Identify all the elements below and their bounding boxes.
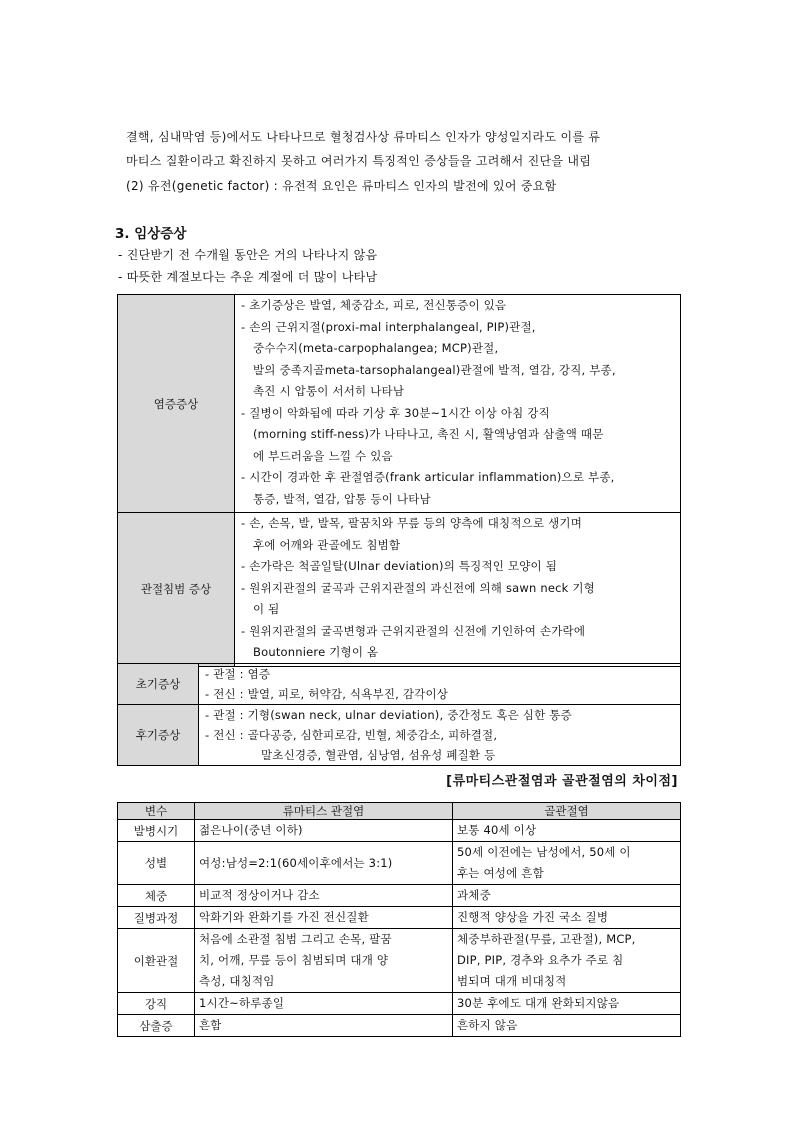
stage-row-early bbox=[118, 664, 681, 705]
cell-line: 50세 이전에는 남성에서, 50세 이 bbox=[457, 845, 631, 859]
cell-line: 과체중 bbox=[457, 888, 491, 902]
cell-line: DIP, PIP, 경추와 요추가 주로 침 bbox=[457, 953, 624, 967]
stage-lines bbox=[199, 705, 681, 766]
row-oa bbox=[453, 993, 681, 1015]
row-ra bbox=[195, 1015, 453, 1037]
comparison-row bbox=[118, 885, 681, 907]
cell-line: 악화기와 완화기를 가진 전신질환 bbox=[199, 910, 369, 924]
row-var: 성별 bbox=[118, 842, 195, 885]
cell-line: 처음에 소관절 침범 그리고 손목, 팔꿈 bbox=[199, 932, 392, 946]
symptom-line: - 초기증상은 발열, 체중감소, 피로, 전신통증이 있음 bbox=[241, 298, 507, 312]
row-ra bbox=[195, 885, 453, 907]
row-var: 체중 bbox=[118, 885, 195, 907]
symptom-line: 이 됨 bbox=[253, 602, 280, 616]
comparison-row bbox=[118, 820, 681, 842]
symptom-line: (morning stiff-ness)가 나타나고, 촉진 시, 활액낭염과 삼출액 때문 bbox=[253, 427, 604, 441]
row-oa bbox=[453, 885, 681, 907]
row-ra bbox=[195, 842, 453, 885]
cell-line: 보통 40세 이상 bbox=[457, 823, 537, 837]
stage-category: 초기증상 bbox=[118, 664, 199, 705]
symptom-lines bbox=[235, 513, 681, 667]
symptom-row-inflammation bbox=[118, 295, 681, 513]
cell-line: 치, 어깨, 무릎 등이 침범되며 대개 양 bbox=[199, 953, 389, 967]
stage-table bbox=[117, 663, 681, 766]
section-bullet-2: - 따뜻한 계절보다는 추운 계절에 더 많이 나타남 bbox=[118, 270, 378, 284]
row-var: 질병과정 bbox=[118, 907, 195, 929]
cell-line: 흔함 bbox=[199, 1018, 222, 1032]
comparison-row bbox=[118, 842, 681, 885]
symptom-line: 발의 중족지골meta-tarsophalangeal)관절에 발적, 열감, 강직, 부종, bbox=[253, 362, 616, 377]
row-oa bbox=[453, 1015, 681, 1037]
cell-line: 젊은나이(중년 이하) bbox=[199, 823, 303, 837]
row-ra bbox=[195, 993, 453, 1015]
comparison-row bbox=[118, 907, 681, 929]
symptom-category: 염증증상 bbox=[118, 295, 235, 513]
symptom-line: - 원위지관절의 굴곡변형과 근위지관절의 신전에 기인하여 손가락에 bbox=[241, 623, 586, 638]
symptom-category: 관절침범 증상 bbox=[118, 513, 235, 667]
symptom-line: - 원위지관절의 굴곡과 근위지관절의 과신전에 의해 sawn neck 기형 bbox=[241, 580, 595, 595]
symptom-line: - 손가락은 척골일탈(Ulnar deviation)의 특징적인 모양이 됨 bbox=[241, 559, 558, 573]
symptom-line: - 손의 근위지절(proxi-mal interphalangeal, PIP)관절, bbox=[241, 319, 536, 334]
row-var: 이환관절 bbox=[118, 929, 195, 993]
row-var: 삼출증 bbox=[118, 1015, 195, 1037]
row-oa bbox=[453, 820, 681, 842]
row-ra bbox=[195, 929, 453, 993]
comparison-row bbox=[118, 993, 681, 1015]
row-var: 강직 bbox=[118, 993, 195, 1015]
symptom-line: 촉진 시 압통이 서서히 나타남 bbox=[253, 384, 405, 398]
header-oa: 골관절염 bbox=[453, 803, 681, 820]
symptom-line: 중수수지(meta-carpophalangea; MCP)관절, bbox=[253, 341, 499, 355]
row-ra bbox=[195, 907, 453, 929]
symptom-line: 에 부드러움을 느낄 수 있음 bbox=[253, 448, 393, 463]
row-oa bbox=[453, 929, 681, 993]
stage-category: 후기증상 bbox=[118, 705, 199, 766]
cell-line: 체중부하관절(무릎, 고관절), MCP, bbox=[457, 932, 636, 946]
section-bullet-1: - 진단받기 전 수개월 동안은 거의 나타나지 않음 bbox=[118, 248, 378, 262]
stage-row-late bbox=[118, 705, 681, 766]
symptom-table bbox=[117, 294, 681, 667]
stage-line: - 관절 : 기형(swan neck, ulnar deviation), 중간정도 혹은 심한 통증 bbox=[205, 708, 572, 722]
row-var: 발병시기 bbox=[118, 820, 195, 842]
section-heading: 3. 임상증상 bbox=[115, 226, 187, 242]
row-oa bbox=[453, 907, 681, 929]
intro-line-3: (2) 유전(genetic factor) : 유전적 요인은 류마티스 인자의 발전에 있어 중요함 bbox=[126, 179, 557, 193]
comparison-header-row bbox=[118, 803, 681, 820]
symptom-line: 통증, 발적, 열감, 압통 등이 나타남 bbox=[253, 491, 431, 506]
symptom-line: - 질병이 악화됨에 따라 기상 후 30분~1시간 이상 아침 강직 bbox=[241, 405, 550, 420]
stage-line: 말초신경증, 혈관염, 심낭염, 섬유성 폐질환 등 bbox=[261, 748, 496, 762]
intro-line-2: 마티스 질환이라고 확진하지 못하고 여러가지 특징적인 증상들을 고려해서 진단을 내림 bbox=[126, 154, 592, 168]
comparison-caption: [류마티스관절염과 골관절염의 차이점] bbox=[446, 774, 678, 789]
cell-line: 여성:남성=2:1(60세이후에서는 3:1) bbox=[199, 855, 393, 870]
row-oa bbox=[453, 842, 681, 885]
cell-line: 진행적 양상을 가진 국소 질병 bbox=[457, 910, 609, 924]
header-var: 변수 bbox=[118, 803, 195, 820]
row-ra bbox=[195, 820, 453, 842]
cell-line: 비교적 정상이거나 감소 bbox=[199, 888, 320, 902]
header-ra: 류마티스 관절염 bbox=[195, 803, 453, 820]
symptom-row-joint bbox=[118, 513, 681, 667]
cell-line: 흔하지 않음 bbox=[457, 1018, 518, 1032]
stage-line: - 전신 : 골다공증, 심한피로감, 빈혈, 체중감소, 피하결절, bbox=[205, 728, 498, 742]
stage-line: - 관절 : 염증 bbox=[205, 667, 271, 681]
cell-line: 범되며 대개 비대칭적 bbox=[457, 974, 567, 988]
cell-line: 후는 여성에 흔함 bbox=[457, 866, 544, 880]
cell-line: 1시간~하루종일 bbox=[199, 996, 285, 1010]
intro-line-1: 결핵, 심내막염 등)에서도 나타나므로 혈청검사상 류마티스 인자가 양성일지라도 이를 류 bbox=[126, 130, 601, 144]
symptom-line: - 손, 손목, 발, 발목, 팔꿈치와 무릎 등의 양측에 대칭적으로 생기며 bbox=[241, 516, 583, 530]
stage-line: - 전신 : 발열, 피로, 허약감, 식욕부진, 감각이상 bbox=[205, 687, 449, 701]
symptom-line: Boutonniere 기형이 옴 bbox=[253, 645, 379, 659]
comparison-row bbox=[118, 1015, 681, 1037]
cell-line: 측성, 대칭적임 bbox=[199, 974, 275, 988]
stage-lines bbox=[199, 664, 681, 705]
symptom-line: - 시간이 경과한 후 관절염증(frank articular inflammation)으로 부종, bbox=[241, 470, 615, 484]
comparison-row bbox=[118, 929, 681, 993]
cell-line: 30분 후에도 대개 완화되지않음 bbox=[457, 996, 620, 1010]
symptom-lines bbox=[235, 295, 681, 513]
comparison-table bbox=[117, 802, 681, 1037]
symptom-line: 후에 어깨와 관골에도 침범함 bbox=[253, 537, 401, 552]
